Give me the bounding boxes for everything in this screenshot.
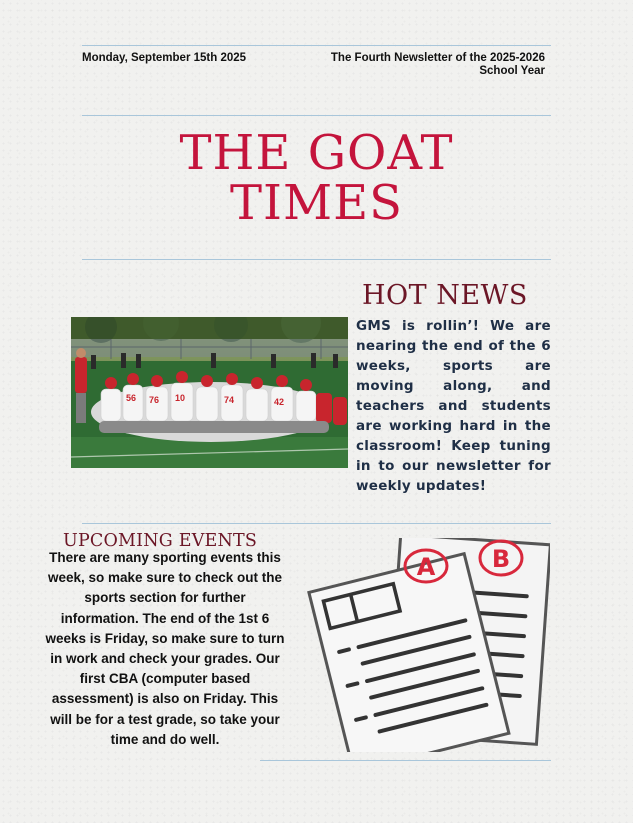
svg-text:56: 56 <box>126 393 137 403</box>
bottom-rule <box>260 760 551 761</box>
upcoming-events-heading: UPCOMING EVENTS <box>63 531 258 551</box>
masthead-top-rule <box>82 115 551 116</box>
grade-b-mark: B <box>491 545 511 573</box>
edition-note: The Fourth Newsletter of the 2025-2026 School Year <box>330 52 545 77</box>
section-divider-rule <box>82 523 551 524</box>
svg-text:74: 74 <box>224 395 235 405</box>
svg-text:42: 42 <box>274 397 285 407</box>
svg-text:10: 10 <box>175 393 186 403</box>
issue-date: Monday, September 15th 2025 <box>82 52 247 64</box>
masthead-line-1: THE GOAT <box>179 125 454 181</box>
hot-news-body: GMS is rollin’! We are nearing the end of the 6 weeks, sports are moving along, and teachers and students are working hard in the classroom! Keep tuning in to our newsletter for weekly updates! <box>356 318 551 494</box>
grade-a-mark: A <box>416 553 436 581</box>
graded-test-papers-illustration <box>298 538 550 752</box>
svg-text:76: 76 <box>149 395 160 405</box>
masthead-title <box>100 125 533 231</box>
team-photo <box>71 317 348 468</box>
top-rule <box>82 45 551 46</box>
hot-news-heading: HOT NEWS <box>362 280 528 311</box>
upcoming-events-body: There are many sporting events this week, so make sure to check out the sports section for further information. The end of the 1st 6 weeks is Friday, so make sure to turn in work and check your grades. Our first CBA (computer based assessment) is also on Friday. This will be for a test grade, so take your time and do well. <box>45 550 285 747</box>
graded-papers-illustration <box>298 538 550 752</box>
masthead-line-2: TIMES <box>229 175 404 231</box>
football-team-huddle-photo <box>71 317 348 468</box>
masthead-bottom-rule <box>82 259 551 260</box>
